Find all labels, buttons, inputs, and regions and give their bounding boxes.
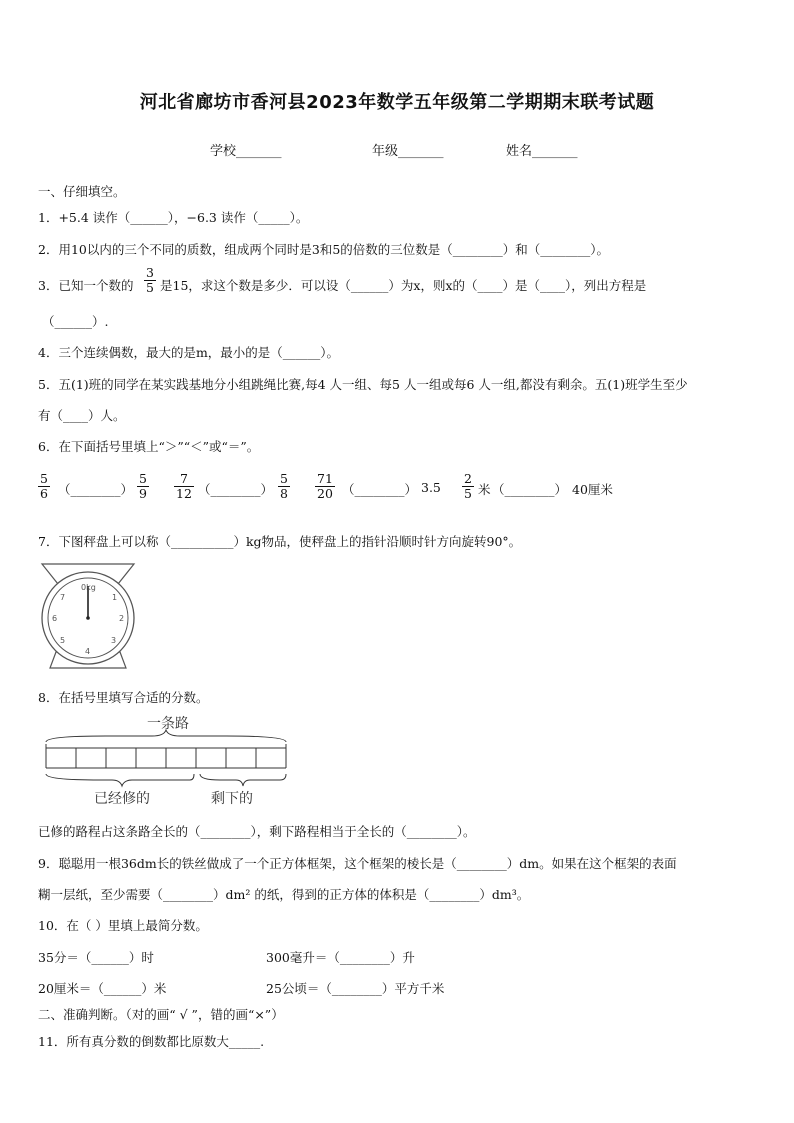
road-done-label: 已经修的 [94, 791, 150, 807]
dial-number-5: 5 [60, 636, 66, 645]
road-left-brace [200, 774, 286, 786]
question-3-suffix: 是15，求这个数是多少．可以设（______）为x，则x的（____）是（____），列出方程是 [160, 278, 647, 293]
road-left-label: 剩下的 [211, 791, 253, 807]
question-4: 4．三个连续偶数，最大的是m，最小的是（______）。 [38, 345, 340, 360]
question-10-d: 25公顷＝（________）平方千米 [266, 981, 445, 996]
road-diagram [40, 708, 296, 812]
question-3-line2: （______）. [42, 314, 109, 329]
dial-number-2: 2 [119, 614, 125, 623]
question-8: 8．在括号里填写合适的分数。 [38, 690, 209, 705]
question-11: 11．所有真分数的倒数都比原数大_____. [38, 1034, 265, 1049]
numerator: 2 [464, 471, 472, 486]
question-10-a: 35分＝（______）时 [38, 950, 154, 965]
fraction-71-20 [315, 472, 335, 502]
dial-number-3: 3 [111, 636, 117, 645]
fraction-5-8 [278, 472, 290, 502]
question-1: 1．+5.4 读作（______），−6.3 读作（_____）。 [38, 210, 309, 225]
road-done-brace [46, 774, 194, 786]
fraction-5-9 [137, 472, 149, 502]
value-3-5: 3.5 [421, 480, 441, 495]
fraction-7-12 [174, 472, 194, 502]
numerator: 5 [139, 471, 147, 486]
question-9-line1: 9．聪聪用一根36dm长的铁丝做成了一个正方体框架，这个框架的棱长是（________）dm。如果在这个框架的表面 [38, 856, 677, 871]
denominator: 5 [464, 486, 472, 502]
grade-field: 年级_______ [372, 144, 444, 159]
denominator: 5 [146, 280, 154, 296]
scale-zero-label: 0kg [81, 583, 96, 592]
denominator: 8 [280, 486, 288, 502]
compare-blank-2: （________） [198, 482, 274, 497]
question-3-prefix: 3．已知一个数的 [38, 278, 134, 293]
question-3-fraction [144, 266, 156, 296]
dial-number-6: 6 [52, 614, 58, 623]
name-field: 姓名_______ [506, 144, 578, 159]
scale-pivot [86, 616, 90, 620]
question-10-c: 20厘米＝（______）米 [38, 981, 167, 996]
denominator: 20 [317, 486, 333, 502]
question-7: 7．下图秤盘上可以称（__________）kg物品，使秤盘上的指针沿顺时针方向旋转90°。 [38, 534, 522, 549]
question-5-line2: 有（____）人。 [38, 408, 126, 423]
fraction-2-5 [462, 472, 474, 502]
dial-number-1: 1 [112, 593, 118, 602]
question-2: 2．用10以内的三个不同的质数，组成两个同时是3和5的倍数的三位数是（________）和（________）。 [38, 242, 610, 257]
numerator: 71 [317, 471, 333, 486]
compare-blank-3: （________） [342, 482, 418, 497]
value-40cm: 40厘米 [572, 482, 613, 497]
question-10-b: 300毫升＝（________）升 [266, 950, 415, 965]
unit-meter: 米 [478, 482, 491, 497]
denominator: 9 [139, 486, 147, 502]
question-5-line1: 5．五(1)班的同学在某实践基地分小组跳绳比赛,每4 人一组、每5 人一组或每6 人一组,都没有剩余。五(1)班学生至少 [38, 377, 688, 392]
numerator: 7 [179, 471, 188, 486]
section-2-heading: 二、准确判断。（对的画“ √ ”，错的画“×”） [38, 1007, 284, 1022]
school-field: 学校_______ [210, 144, 282, 159]
scale-illustration [38, 560, 138, 672]
dial-number-4: 4 [85, 647, 91, 656]
compare-blank-4: （________） [492, 482, 568, 497]
numerator: 3 [146, 265, 154, 280]
dial-number-7: 7 [60, 593, 66, 602]
road-top-label: 一条路 [147, 716, 189, 732]
question-8-answer: 已修的路程占这条路全长的（________），剩下路程相当于全长的（________）。 [38, 824, 476, 839]
denominator: 12 [176, 486, 192, 502]
question-6-stem: 6．在下面括号里填上“＞”“＜”或“＝”。 [38, 439, 260, 454]
compare-blank-1: （________） [58, 482, 134, 497]
question-10-stem: 10．在（ ）里填上最简分数。 [38, 918, 208, 933]
section-1-heading: 一、仔细填空。 [38, 184, 126, 199]
question-9-line2: 糊一层纸，至少需要（________）dm² 的纸，得到的正方体的体积是（________）dm³。 [38, 887, 530, 902]
numerator: 5 [280, 471, 288, 486]
numerator: 5 [40, 471, 48, 486]
denominator: 6 [40, 486, 48, 502]
fraction-5-6 [38, 472, 50, 502]
page-title: 河北省廊坊市香河县2023年数学五年级第二学期期末联考试题 [139, 92, 655, 113]
